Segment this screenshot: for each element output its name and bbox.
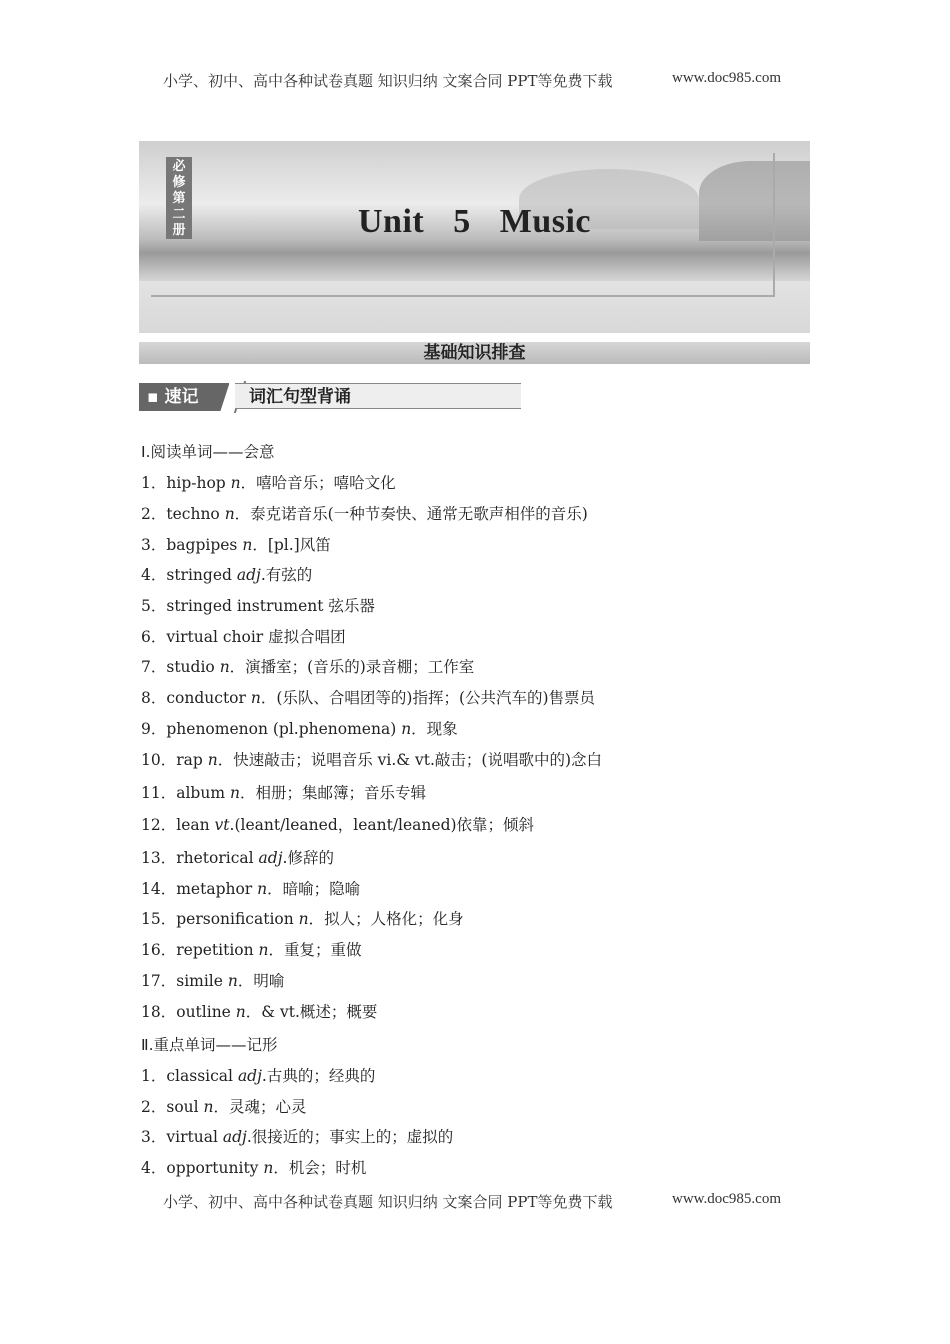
vocab-word: conductor xyxy=(166,689,251,707)
vocab-word: lean xyxy=(176,816,215,834)
vocab-part-of-speech: n xyxy=(203,1098,214,1116)
vocab-number: 9． xyxy=(141,720,167,738)
vocab-meaning: .(leant/leaned，leant/leaned)依靠；倾斜 xyxy=(229,816,535,834)
vocab-word: hip-hop xyxy=(166,474,231,492)
vocab-item xyxy=(141,1000,377,1022)
vocab-meaning: ．明喻 xyxy=(237,972,285,990)
vocab-word: repetition xyxy=(176,941,259,959)
vocab-item xyxy=(141,877,360,899)
vocab-item xyxy=(141,471,396,493)
vocab-word: rap xyxy=(176,751,208,769)
section-title: 基础知识排查 xyxy=(423,343,526,363)
vocab-word: stringed instrument 弦乐器 xyxy=(166,597,375,615)
vocab-item xyxy=(141,846,334,868)
vocab-meaning: ．拟人；人格化；化身 xyxy=(308,910,464,928)
vocab-number: 1． xyxy=(141,1067,167,1085)
section-title-bar xyxy=(139,342,810,364)
vocab-item xyxy=(141,655,474,677)
vocab-number: 8． xyxy=(141,689,167,707)
vocab-item xyxy=(141,907,464,929)
vocab-part-of-speech: adj xyxy=(222,1128,247,1146)
vocab-word: virtual choir 虚拟合唱团 xyxy=(166,628,346,646)
vocab-number: 3． xyxy=(141,1128,167,1146)
vocab-item xyxy=(141,1064,375,1086)
vocab-word: studio xyxy=(166,658,220,676)
vocab-part-of-speech: n xyxy=(229,784,240,802)
vocab-part-of-speech: n xyxy=(401,720,412,738)
vocab-word: rhetorical xyxy=(176,849,259,867)
vocab-word: album xyxy=(176,784,230,802)
vocab-number: 3． xyxy=(141,536,167,554)
vocab-meaning: ．灵魂；心灵 xyxy=(213,1098,307,1116)
unit-title: Unit 5 Music xyxy=(358,203,591,240)
vocab-word: classical xyxy=(166,1067,238,1085)
vocab-item xyxy=(141,625,346,647)
vocab-word: virtual xyxy=(166,1128,223,1146)
vocab-part-of-speech: adj xyxy=(236,566,261,584)
vocab-meaning: ．[pl.]风笛 xyxy=(252,536,331,554)
sub-section-tag-label: 速记 xyxy=(164,387,199,407)
vocab-meaning: ．快速敲击；说唱音乐 vi.& vt.敲击；(说唱歌中的)念白 xyxy=(217,751,603,769)
vocab-meaning: ．重复；重做 xyxy=(268,941,362,959)
vocab-part-of-speech: n xyxy=(227,972,238,990)
sub-section-tag: ▪ 速记 xyxy=(139,383,229,411)
vocab-number: 11． xyxy=(141,784,177,802)
vocab-part-of-speech: adj xyxy=(258,849,283,867)
vocab-number: 6． xyxy=(141,628,167,646)
unit-banner xyxy=(139,141,810,333)
vocab-item xyxy=(141,813,534,835)
vocab-number: 2． xyxy=(141,1098,167,1116)
vocab-word: simile xyxy=(176,972,228,990)
vocab-item xyxy=(141,502,588,524)
vocab-word: stringed xyxy=(166,566,237,584)
vocab-word: bagpipes xyxy=(166,536,243,554)
footer-url[interactable]: www.doc985.com xyxy=(672,1191,782,1207)
vocab-meaning: ．机会；时机 xyxy=(273,1159,367,1177)
vocab-number: 18． xyxy=(141,1003,177,1021)
vocab-part-of-speech: adj xyxy=(237,1067,262,1085)
vocab-meaning: ．& vt.概述；概要 xyxy=(245,1003,378,1021)
vocab-word: metaphor xyxy=(176,880,258,898)
vocab-number: 13． xyxy=(141,849,177,867)
vocab-part-of-speech: n xyxy=(219,658,230,676)
vocab-number: 14． xyxy=(141,880,177,898)
vocab-meaning: ．(乐队、合唱团等的)指挥；(公共汽车的)售票员 xyxy=(260,689,596,707)
vocab-part-of-speech: n xyxy=(230,474,241,492)
vocab-item xyxy=(141,717,458,739)
vocab-word: opportunity xyxy=(166,1159,264,1177)
vocab-item xyxy=(141,1125,453,1147)
vocab-meaning: .修辞的 xyxy=(282,849,334,867)
vocab-meaning: ．暗喻；隐喻 xyxy=(267,880,361,898)
header-promo-text: 小学、初中、高中各种试卷真题 知识归纳 文案合同 PPT等免费下载 xyxy=(163,72,613,90)
vocab-number: 4． xyxy=(141,1159,167,1177)
vocab-number: 2． xyxy=(141,505,167,523)
vocab-number: 1． xyxy=(141,474,167,492)
vocab-item xyxy=(141,563,312,585)
header-url[interactable]: www.doc985.com xyxy=(672,70,782,86)
part2-heading: Ⅱ.重点单词——记形 xyxy=(141,1036,278,1054)
vocab-part-of-speech: n xyxy=(263,1159,274,1177)
vocab-item xyxy=(141,781,426,803)
sub-section-title: 词汇句型背诵 xyxy=(235,383,521,409)
vocab-part-of-speech: n xyxy=(224,505,235,523)
vocab-item xyxy=(141,533,331,555)
vocab-part-of-speech: n xyxy=(242,536,253,554)
vocab-number: 7． xyxy=(141,658,167,676)
vocab-item xyxy=(141,938,362,960)
vocab-item xyxy=(141,1095,307,1117)
vocab-item xyxy=(141,594,375,616)
vocab-meaning: .古典的；经典的 xyxy=(261,1067,376,1085)
vocab-part-of-speech: n xyxy=(207,751,218,769)
vocab-part-of-speech: n xyxy=(257,880,268,898)
vocab-item xyxy=(141,748,602,770)
sub-section-bar xyxy=(139,383,521,411)
vocab-meaning: ．泰克诺音乐(一种节奏快、通常无歌声相伴的音乐) xyxy=(234,505,588,523)
vocab-item xyxy=(141,686,595,708)
vocab-number: 16． xyxy=(141,941,177,959)
vocab-item xyxy=(141,1156,366,1178)
vocab-part-of-speech: n xyxy=(250,689,261,707)
vocab-part-of-speech: n xyxy=(258,941,269,959)
vocab-number: 4． xyxy=(141,566,167,584)
vocab-word: personification xyxy=(176,910,299,928)
vocab-word: soul xyxy=(166,1098,204,1116)
vocab-item xyxy=(141,969,284,991)
vocab-word: outline xyxy=(176,1003,236,1021)
vocab-part-of-speech: n xyxy=(298,910,309,928)
part1-heading: Ⅰ.阅读单词——会意 xyxy=(141,443,275,461)
vocab-number: 12． xyxy=(141,816,177,834)
vocab-part-of-speech: n xyxy=(235,1003,246,1021)
vocab-meaning: .很接近的；事实上的；虚拟的 xyxy=(246,1128,454,1146)
vocab-number: 15． xyxy=(141,910,177,928)
vocab-meaning: ．相册；集邮簿；音乐专辑 xyxy=(239,784,426,802)
book-volume-label: 必 修 第 二 册 xyxy=(172,159,186,238)
vocab-number: 5． xyxy=(141,597,167,615)
vocab-number: 10． xyxy=(141,751,177,769)
vocab-word: techno xyxy=(166,505,225,523)
vocab-meaning: ．现象 xyxy=(411,720,458,738)
vocab-meaning: ．演播室；(音乐的)录音棚；工作室 xyxy=(229,658,475,676)
footer-promo-text: 小学、初中、高中各种试卷真题 知识归纳 文案合同 PPT等免费下载 xyxy=(163,1193,613,1211)
vocab-part-of-speech: vt xyxy=(214,816,230,834)
vocab-meaning: ．嘻哈音乐；嘻哈文化 xyxy=(240,474,396,492)
vocab-number: 17． xyxy=(141,972,177,990)
vocab-word: phenomenon (pl.phenomena) xyxy=(166,720,402,738)
vocab-meaning: .有弦的 xyxy=(260,566,313,584)
